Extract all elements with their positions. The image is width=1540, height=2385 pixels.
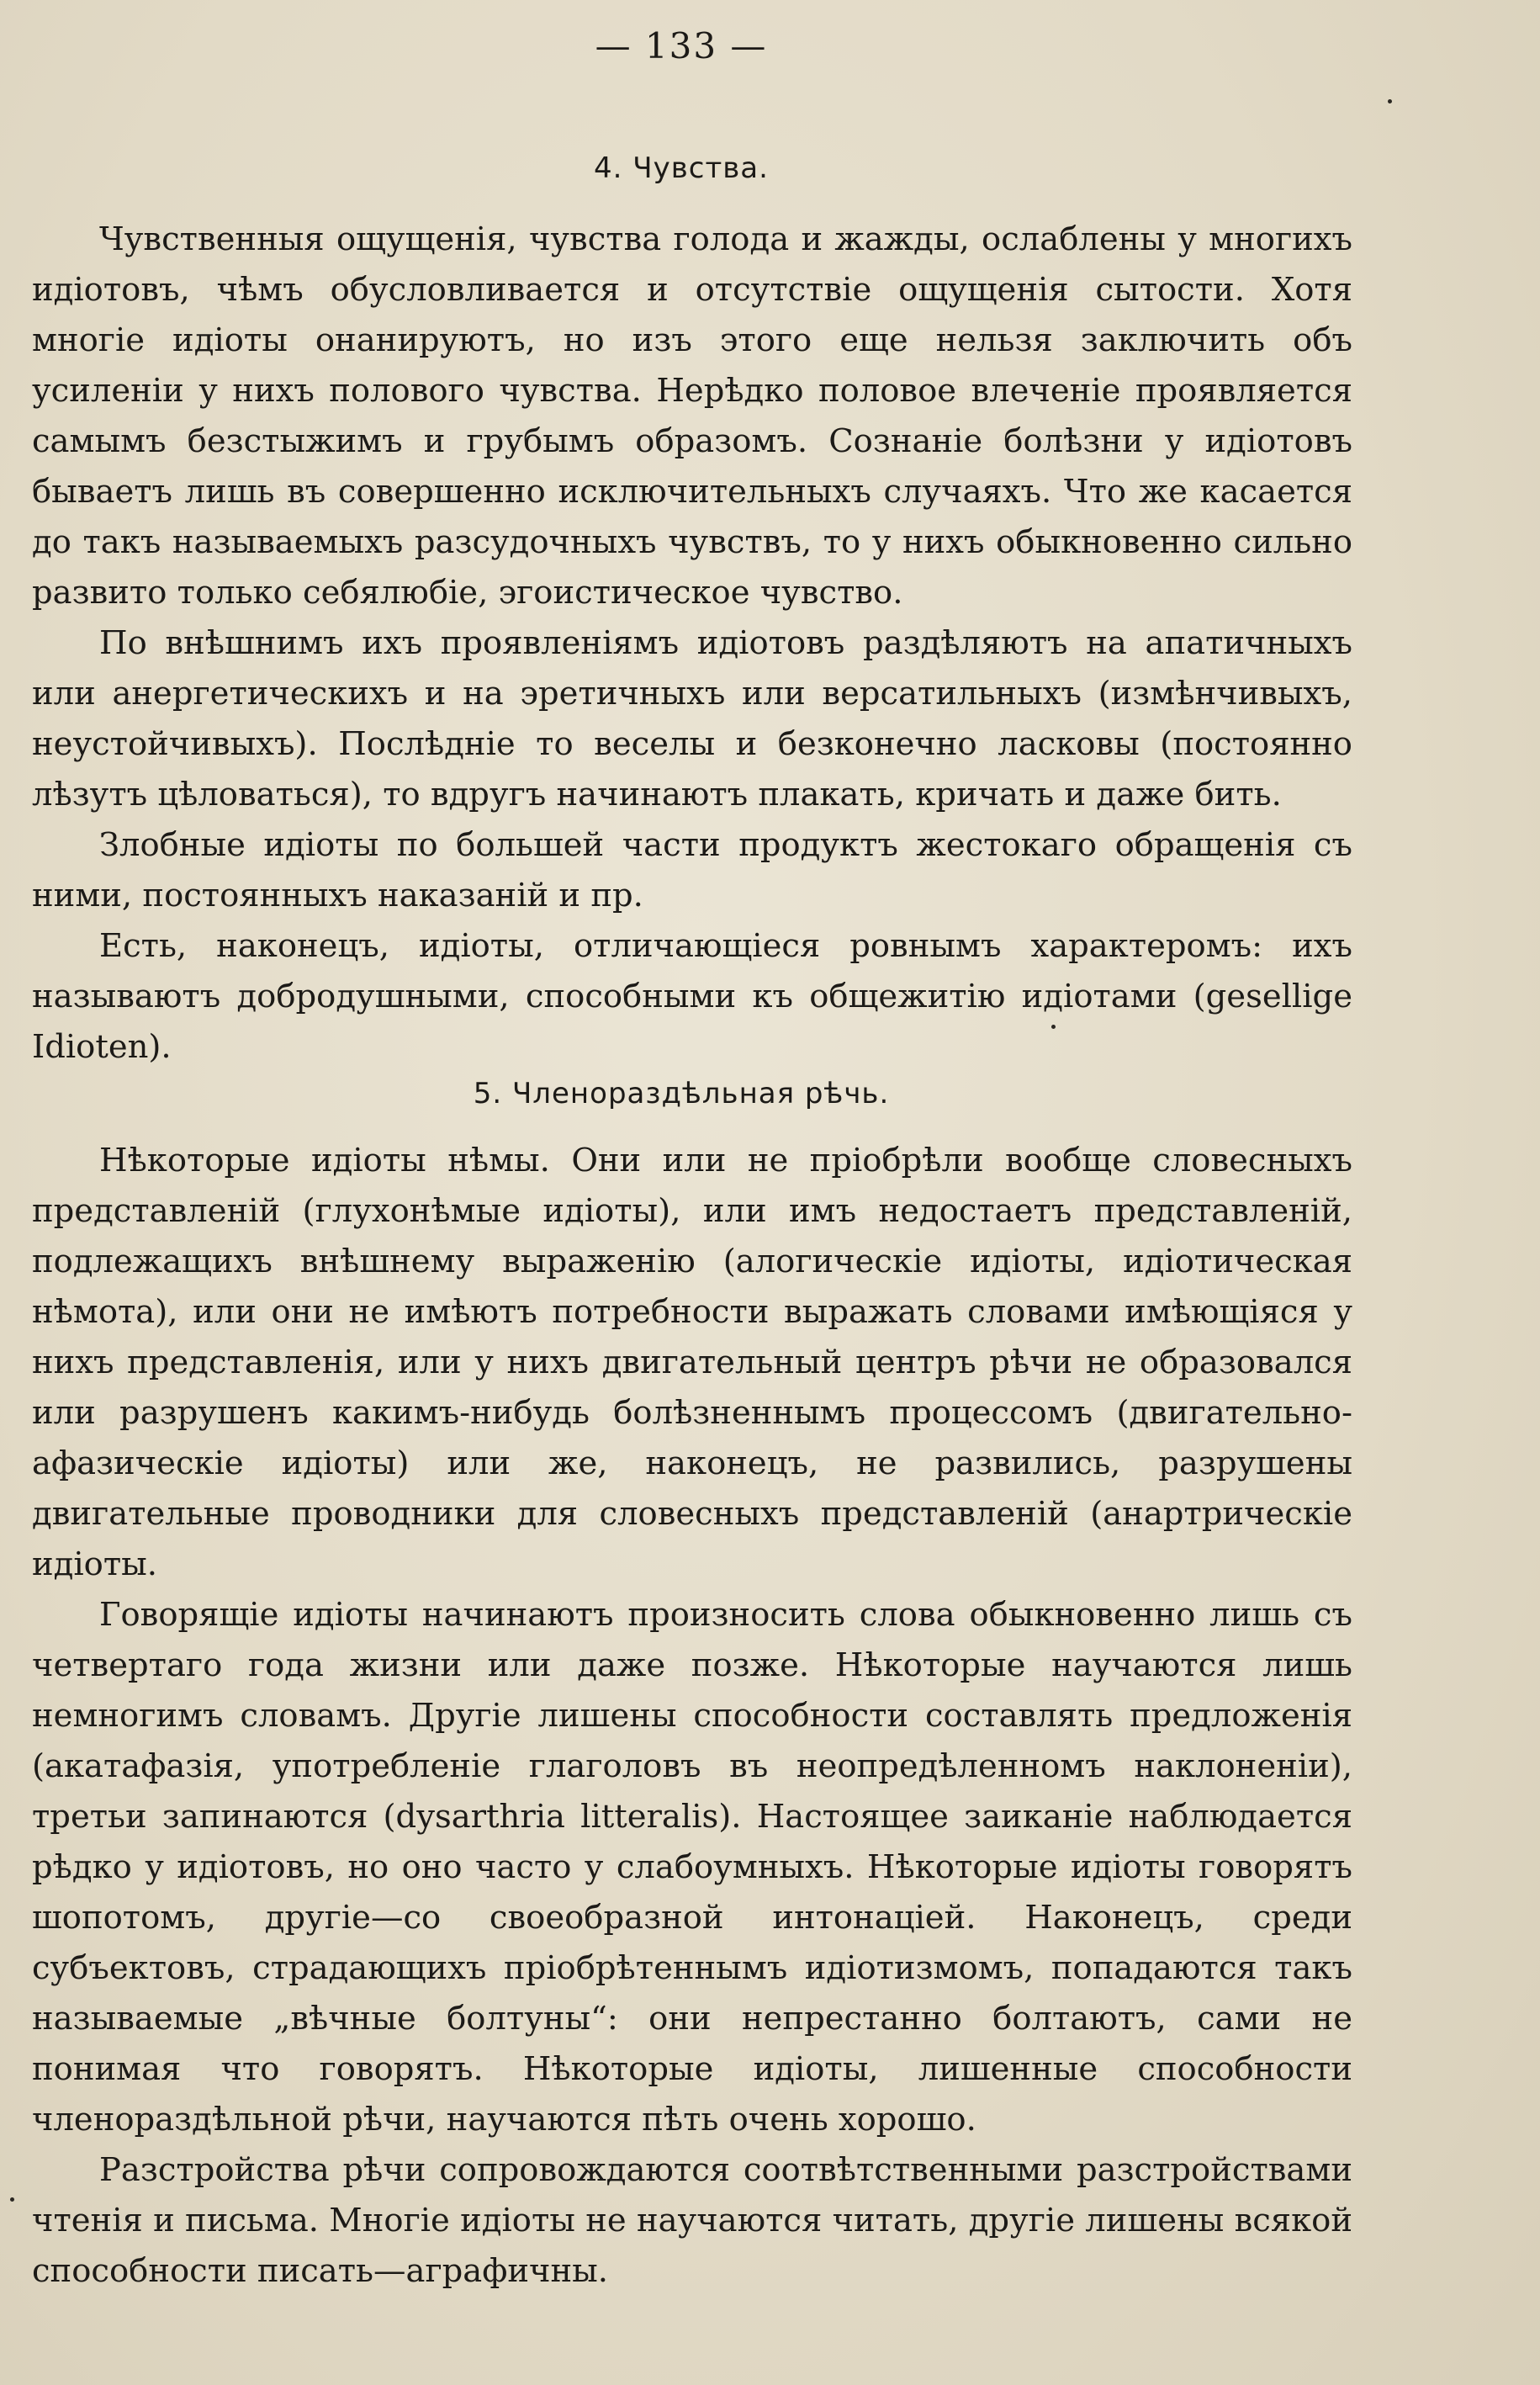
section-4-paragraph-3: Злобные идіоты по большей части продуктъ жестокаго обращенія съ ними, постоянныхъ наказаній и пр. bbox=[32, 826, 1352, 914]
section-4-paragraph-4: Есть, наконецъ, идіоты, отличающіеся ровнымъ характеромъ: ихъ называютъ добродушными, способными къ общежитію идіотами (gesellige Idioten). bbox=[32, 927, 1352, 1066]
paper-speck bbox=[10, 2197, 14, 2202]
paper-speck bbox=[1051, 1025, 1056, 1029]
section-4-paragraph-2: По внѣшнимъ ихъ проявленіямъ идіотовъ раздѣляютъ на апатичныхъ или анергетическихъ и на эретичныхъ или версатильныхъ (измѣнчивыхъ, неустойчивыхъ). Послѣдніе то веселы и безконечно ласковы (постоянно лѣзутъ цѣловаться), то вдругъ начинаютъ плакать, кричать и даже бить. bbox=[32, 624, 1352, 814]
section-5-paragraph-3: Разстройства рѣчи сопровождаются соотвѣтственными разстройствами чтенія и письма. Многіе идіоты не научаются читать, другіе лишены всякой способности писать—аграфичны. bbox=[32, 2151, 1352, 2290]
section-5-paragraph-1: Нѣкоторые идіоты нѣмы. Они или не пріобрѣли вообще словесныхъ представленій (глухонѣмые идіоты), или имъ недостаетъ представленій, подлежащихъ внѣшнему выраженію (алогическіе идіоты, идіотическая нѣмота), или они не имѣютъ потребности выражать словами имѣющіяся у нихъ представленія, или у нихъ двигательный центръ рѣчи не образовался или разрушенъ какимъ-нибудь болѣзненнымъ процессомъ (двигательно-афазическіе идіоты) или же, наконецъ, не развились, разрушены двигательные проводники для словесныхъ представленій (анартрическіе идіоты. bbox=[32, 1142, 1352, 1583]
page-number: — 133 — bbox=[595, 25, 768, 66]
section-5-body bbox=[32, 1136, 1352, 2297]
section-5-paragraph-2: Говорящіе идіоты начинаютъ произносить слова обыкновенно лишь съ четвертаго года жизни или даже позже. Нѣкоторые научаются лишь немногимъ словамъ. Другіе лишены способности составлять предложенія (акатафазія, употребленіе глаголовъ въ неопредѣленномъ наклоненіи), третьи запинаются (dysarthria litteralis). Настоящее заиканіе наблюдается рѣдко у идіотовъ, но оно часто у слабоумныхъ. Нѣкоторые идіоты говорятъ шопотомъ, другіе—со своеобразной интонаціей. Наконецъ, среди субъектовъ, страдающихъ пріобрѣтеннымъ идіотизмомъ, попадаются такъ называемые „вѣчные болтуны“: они непрестанно болтаютъ, сами не понимая что говорятъ. Нѣкоторые идіоты, лишенные способности членораздѣльной рѣчи, научаются пѣть очень хорошо. bbox=[32, 1596, 1352, 2139]
section-5-title: 5. Членораздѣльная рѣчь. bbox=[473, 1077, 890, 1110]
paper-speck bbox=[1388, 99, 1392, 103]
section-4-title: 4. Чувства. bbox=[594, 151, 769, 185]
section-4-paragraph-1: Чувственныя ощущенія, чувства голода и жажды, ослаблены у многихъ идіотовъ, чѣмъ обусловливается и отсутствіе ощущенія сытости. Хотя многіе идіоты онанируютъ, но изъ этого еще нельзя заключить объ усиленіи у нихъ полового чувства. Нерѣдко половое влеченіе проявляется самымъ безстыжимъ и грубымъ образомъ. Сознаніе болѣзни у идіотовъ бываетъ лишь въ совершенно исключительныхъ случаяхъ. Что же касается до такъ называемыхъ разсудочныхъ чувствъ, то у нихъ обыкновенно сильно развито только себялюбіе, эгоистическое чувство. bbox=[32, 220, 1352, 612]
section-4-body bbox=[32, 215, 1352, 1073]
